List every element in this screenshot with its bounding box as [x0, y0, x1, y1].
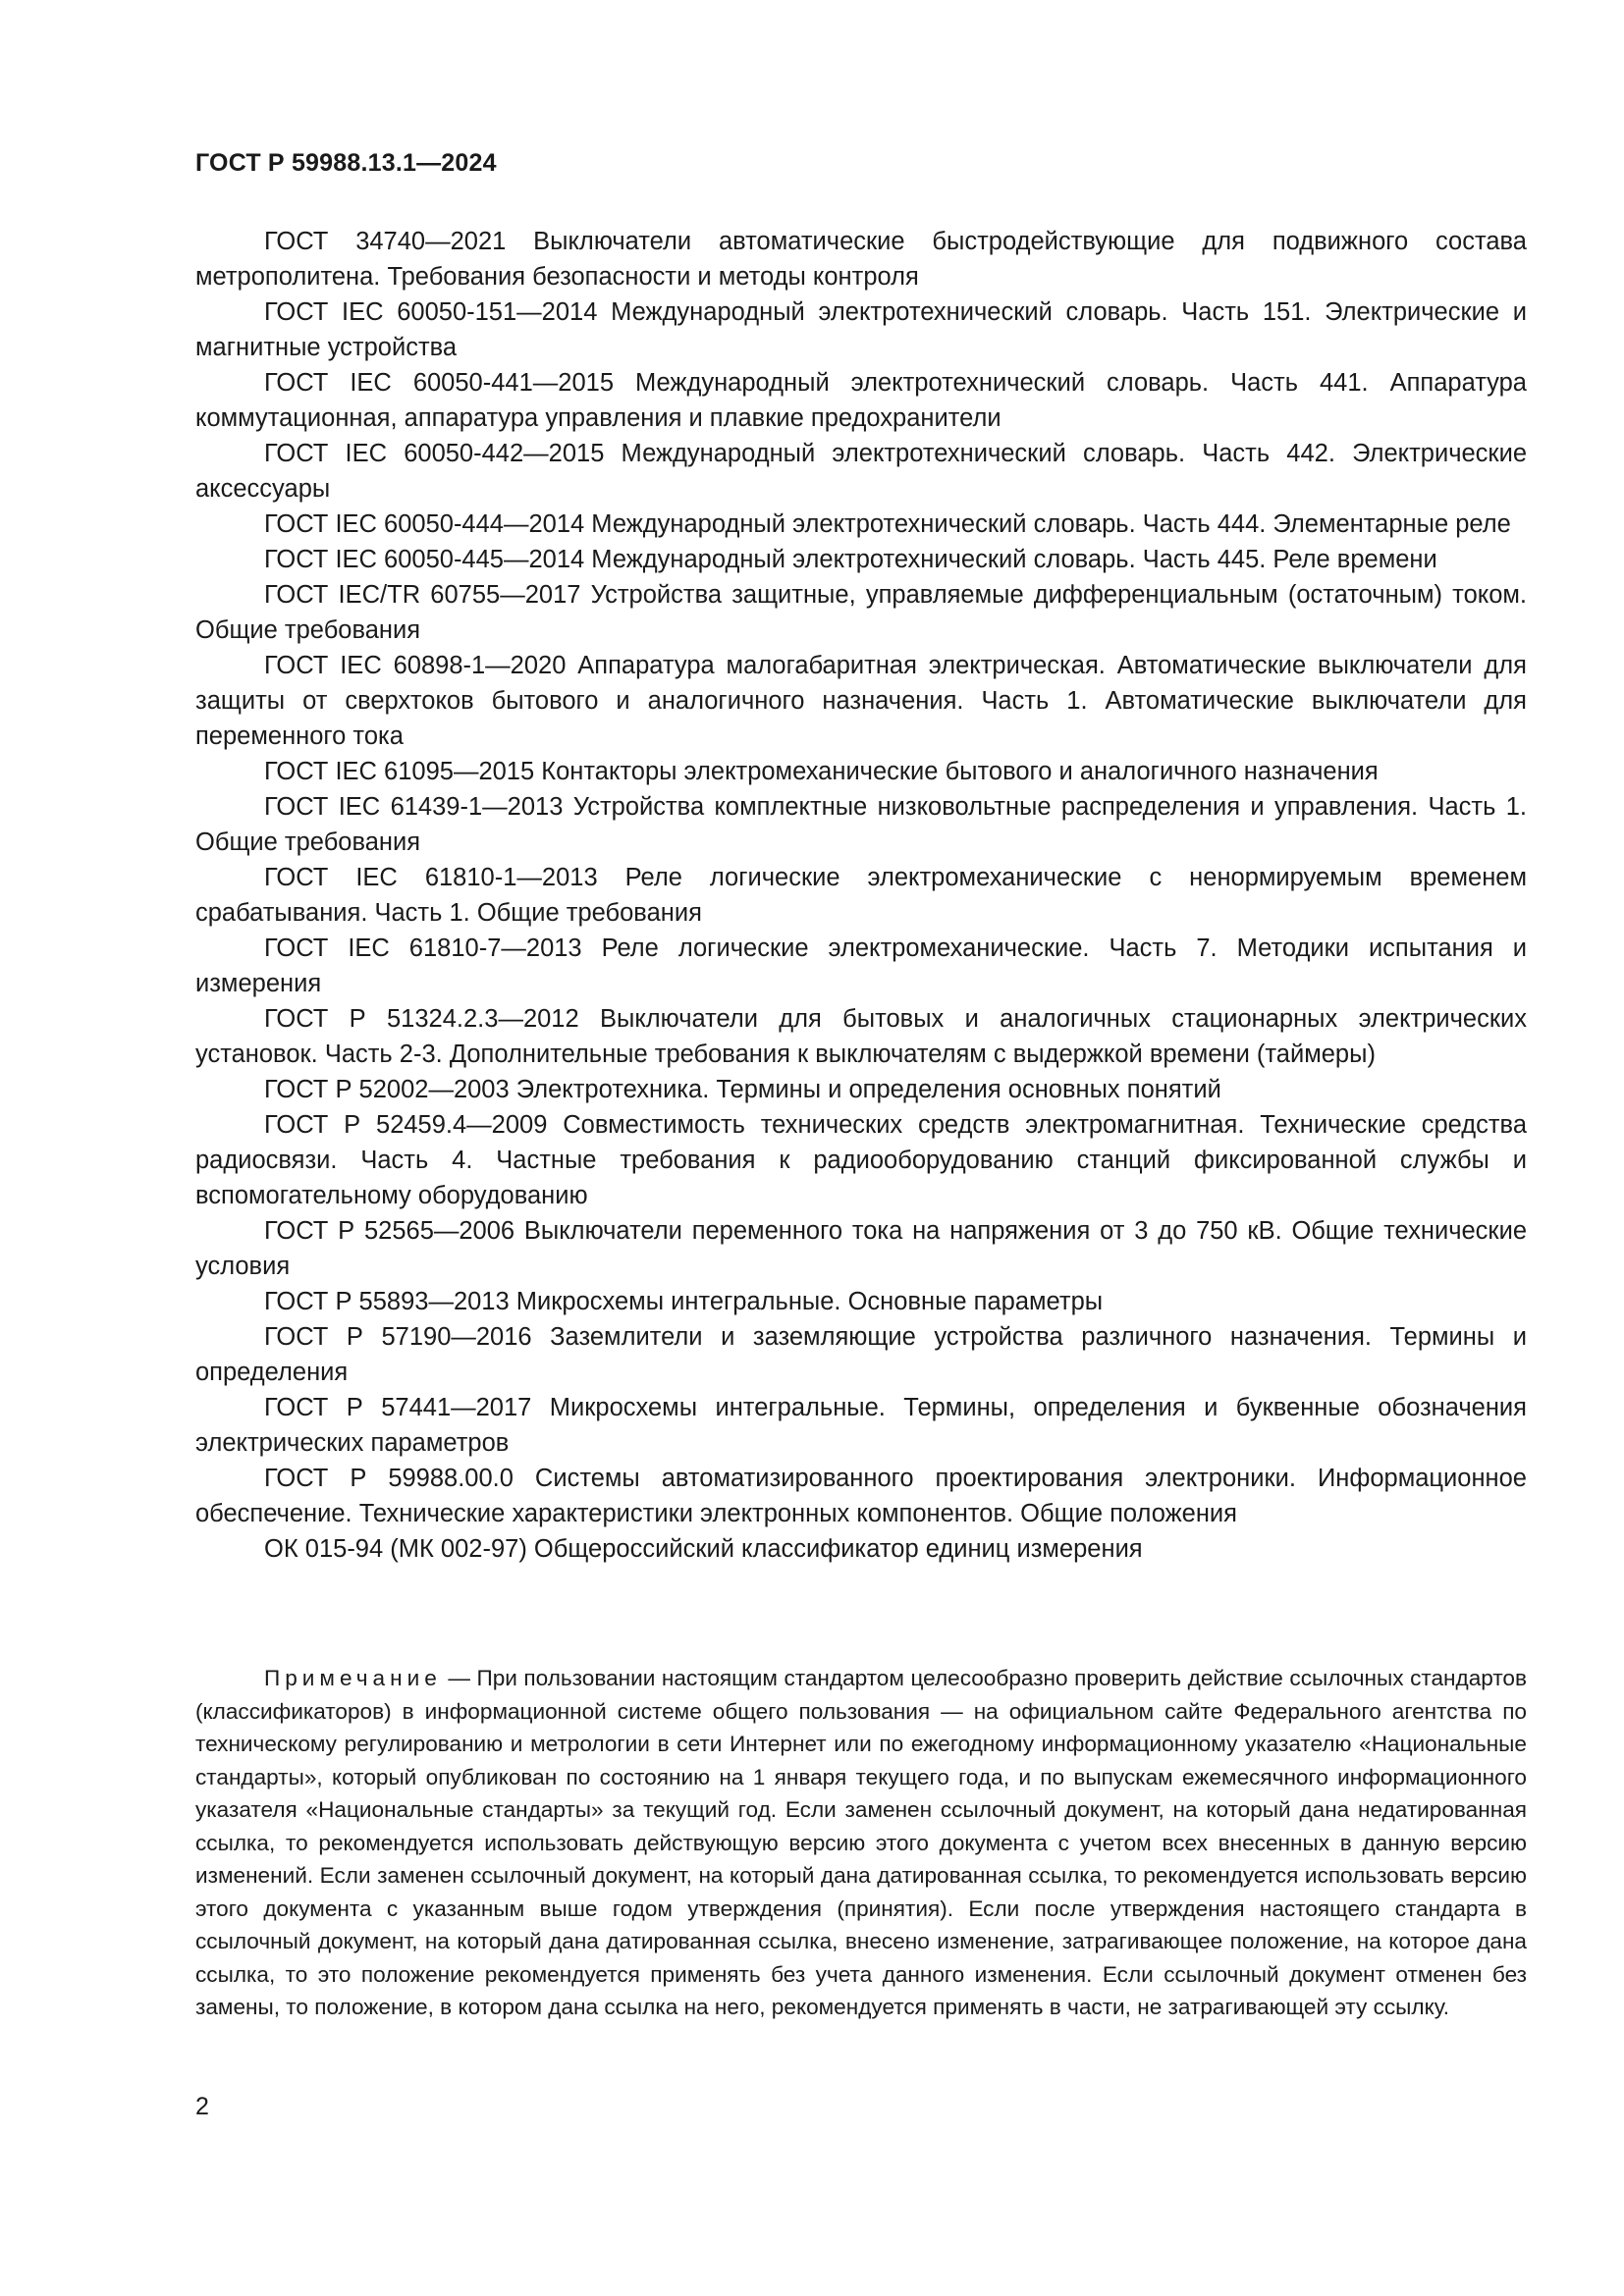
reference-item: ГОСТ IEC 60050-445—2014 Международный электротехнический словарь. Часть 445. Реле времени — [264, 546, 1437, 573]
reference-item: ГОСТ Р 59988.00.0 Системы автоматизированного проектирования электроники. Информационное обеспечение. Технические характеристики электронных компонентов. Общие положения — [195, 1465, 1527, 1527]
note-text: — При пользовании настоящим стандартом целесообразно проверить действие ссылочных стандартов (классификаторов) в информационной системе общего пользования — на официальном сайте Федерального агентства по техническому регулированию и метрологии в сети Интернет или по ежегодному информационному указателю «Национальные стандарты», который опубликован по состоянию на 1 января текущего года, и по выпускам ежемесячного информационного указателя «Национальные стандарты» за текущий год. Если заменен ссылочный документ, на который дана недатированная ссылка, то рекомендуется использовать действующую версию этого документа с учетом всех внесенных в данную версию изменений. Если заменен ссылочный документ, на который дана датированная ссылка, то рекомендуется использовать версию этого документа с указанным выше годом утверждения (принятия). Если после утверждения настоящего стандарта в ссылочный документ, на который дана датированная ссылка, внесено изменение, затрагивающее положение, на которое дана ссылка, то это положение рекомендуется применять без учета данного изменения. Если ссылочный документ отменен без замены, то положение, в котором дана ссылка на него, рекомендуется применять в части, не затрагивающей эту ссылку. — [195, 1666, 1527, 2019]
reference-item: ГОСТ IEC 60898-1—2020 Аппаратура малогабаритная электрическая. Автоматические выключатели для защиты от сверхтоков бытового и аналогичного назначения. Часть 1. Автоматические выключатели для переменного тока — [195, 652, 1527, 750]
document-header-id: ГОСТ Р 59988.13.1—2024 — [195, 149, 497, 177]
reference-item: ГОСТ IEC 61810-1—2013 Реле логические электромеханические с ненормируемым временем срабатывания. Часть 1. Общие требования — [195, 864, 1527, 927]
reference-item: ГОСТ IEC 60050-442—2015 Международный электротехнический словарь. Часть 442. Электрические аксессуары — [195, 440, 1527, 503]
reference-item: ГОСТ IEC 60050-444—2014 Международный электротехнический словарь. Часть 444. Элементарные реле — [264, 510, 1511, 538]
reference-item: ОК 015-94 (МК 002-97) Общероссийский классификатор единиц измерения — [264, 1535, 1143, 1563]
reference-item: ГОСТ Р 57441—2017 Микросхемы интегральные. Термины, определения и буквенные обозначения электрических параметров — [195, 1394, 1527, 1457]
reference-item: ГОСТ Р 52002—2003 Электротехника. Термины и определения основных понятий — [264, 1076, 1221, 1103]
reference-item: ГОСТ 34740—2021 Выключатели автоматические быстродействующие для подвижного состава метрополитена. Требования безопасности и методы контроля — [195, 228, 1527, 291]
normative-references-list — [195, 224, 1527, 1567]
reference-item: ГОСТ IEC 61095—2015 Контакторы электромеханические бытового и аналогичного назначения — [264, 758, 1379, 785]
reference-item: ГОСТ IEC 61810-7—2013 Реле логические электромеханические. Часть 7. Методики испытания и измерения — [195, 934, 1527, 997]
reference-item: ГОСТ IEC 60050-441—2015 Международный электротехнический словарь. Часть 441. Аппаратура коммутационная, аппаратура управления и плавкие предохранители — [195, 369, 1527, 432]
reference-item: ГОСТ Р 51324.2.3—2012 Выключатели для бытовых и аналогичных стационарных электрических установок. Часть 2-3. Дополнительные требования к выключателям с выдержкой времени (таймеры) — [195, 1005, 1527, 1068]
note-label: Примечание — [264, 1666, 442, 1690]
reference-item: ГОСТ IEC 61439-1—2013 Устройства комплектные низковольтные распределения и управления. Часть 1. Общие требования — [195, 793, 1527, 856]
reference-item: ГОСТ Р 52565—2006 Выключатели переменного тока на напряжения от 3 до 750 кВ. Общие технические условия — [195, 1217, 1527, 1280]
reference-item: ГОСТ IEC 60050-151—2014 Международный электротехнический словарь. Часть 151. Электрические и магнитные устройства — [195, 298, 1527, 361]
reference-item: ГОСТ Р 55893—2013 Микросхемы интегральные. Основные параметры — [264, 1288, 1104, 1315]
note-paragraph — [195, 1662, 1527, 2024]
reference-item: ГОСТ Р 52459.4—2009 Совместимость технических средств электромагнитная. Технические средства радиосвязи. Часть 4. Частные требования к радиооборудованию станций фиксированной службы и вспомогательному оборудованию — [195, 1111, 1527, 1209]
reference-item: ГОСТ IEC/TR 60755—2017 Устройства защитные, управляемые дифференциальным (остаточным) током. Общие требования — [195, 581, 1527, 644]
reference-item: ГОСТ Р 57190—2016 Заземлители и заземляющие устройства различного назначения. Термины и определения — [195, 1323, 1527, 1386]
page-number: 2 — [195, 2093, 209, 2120]
